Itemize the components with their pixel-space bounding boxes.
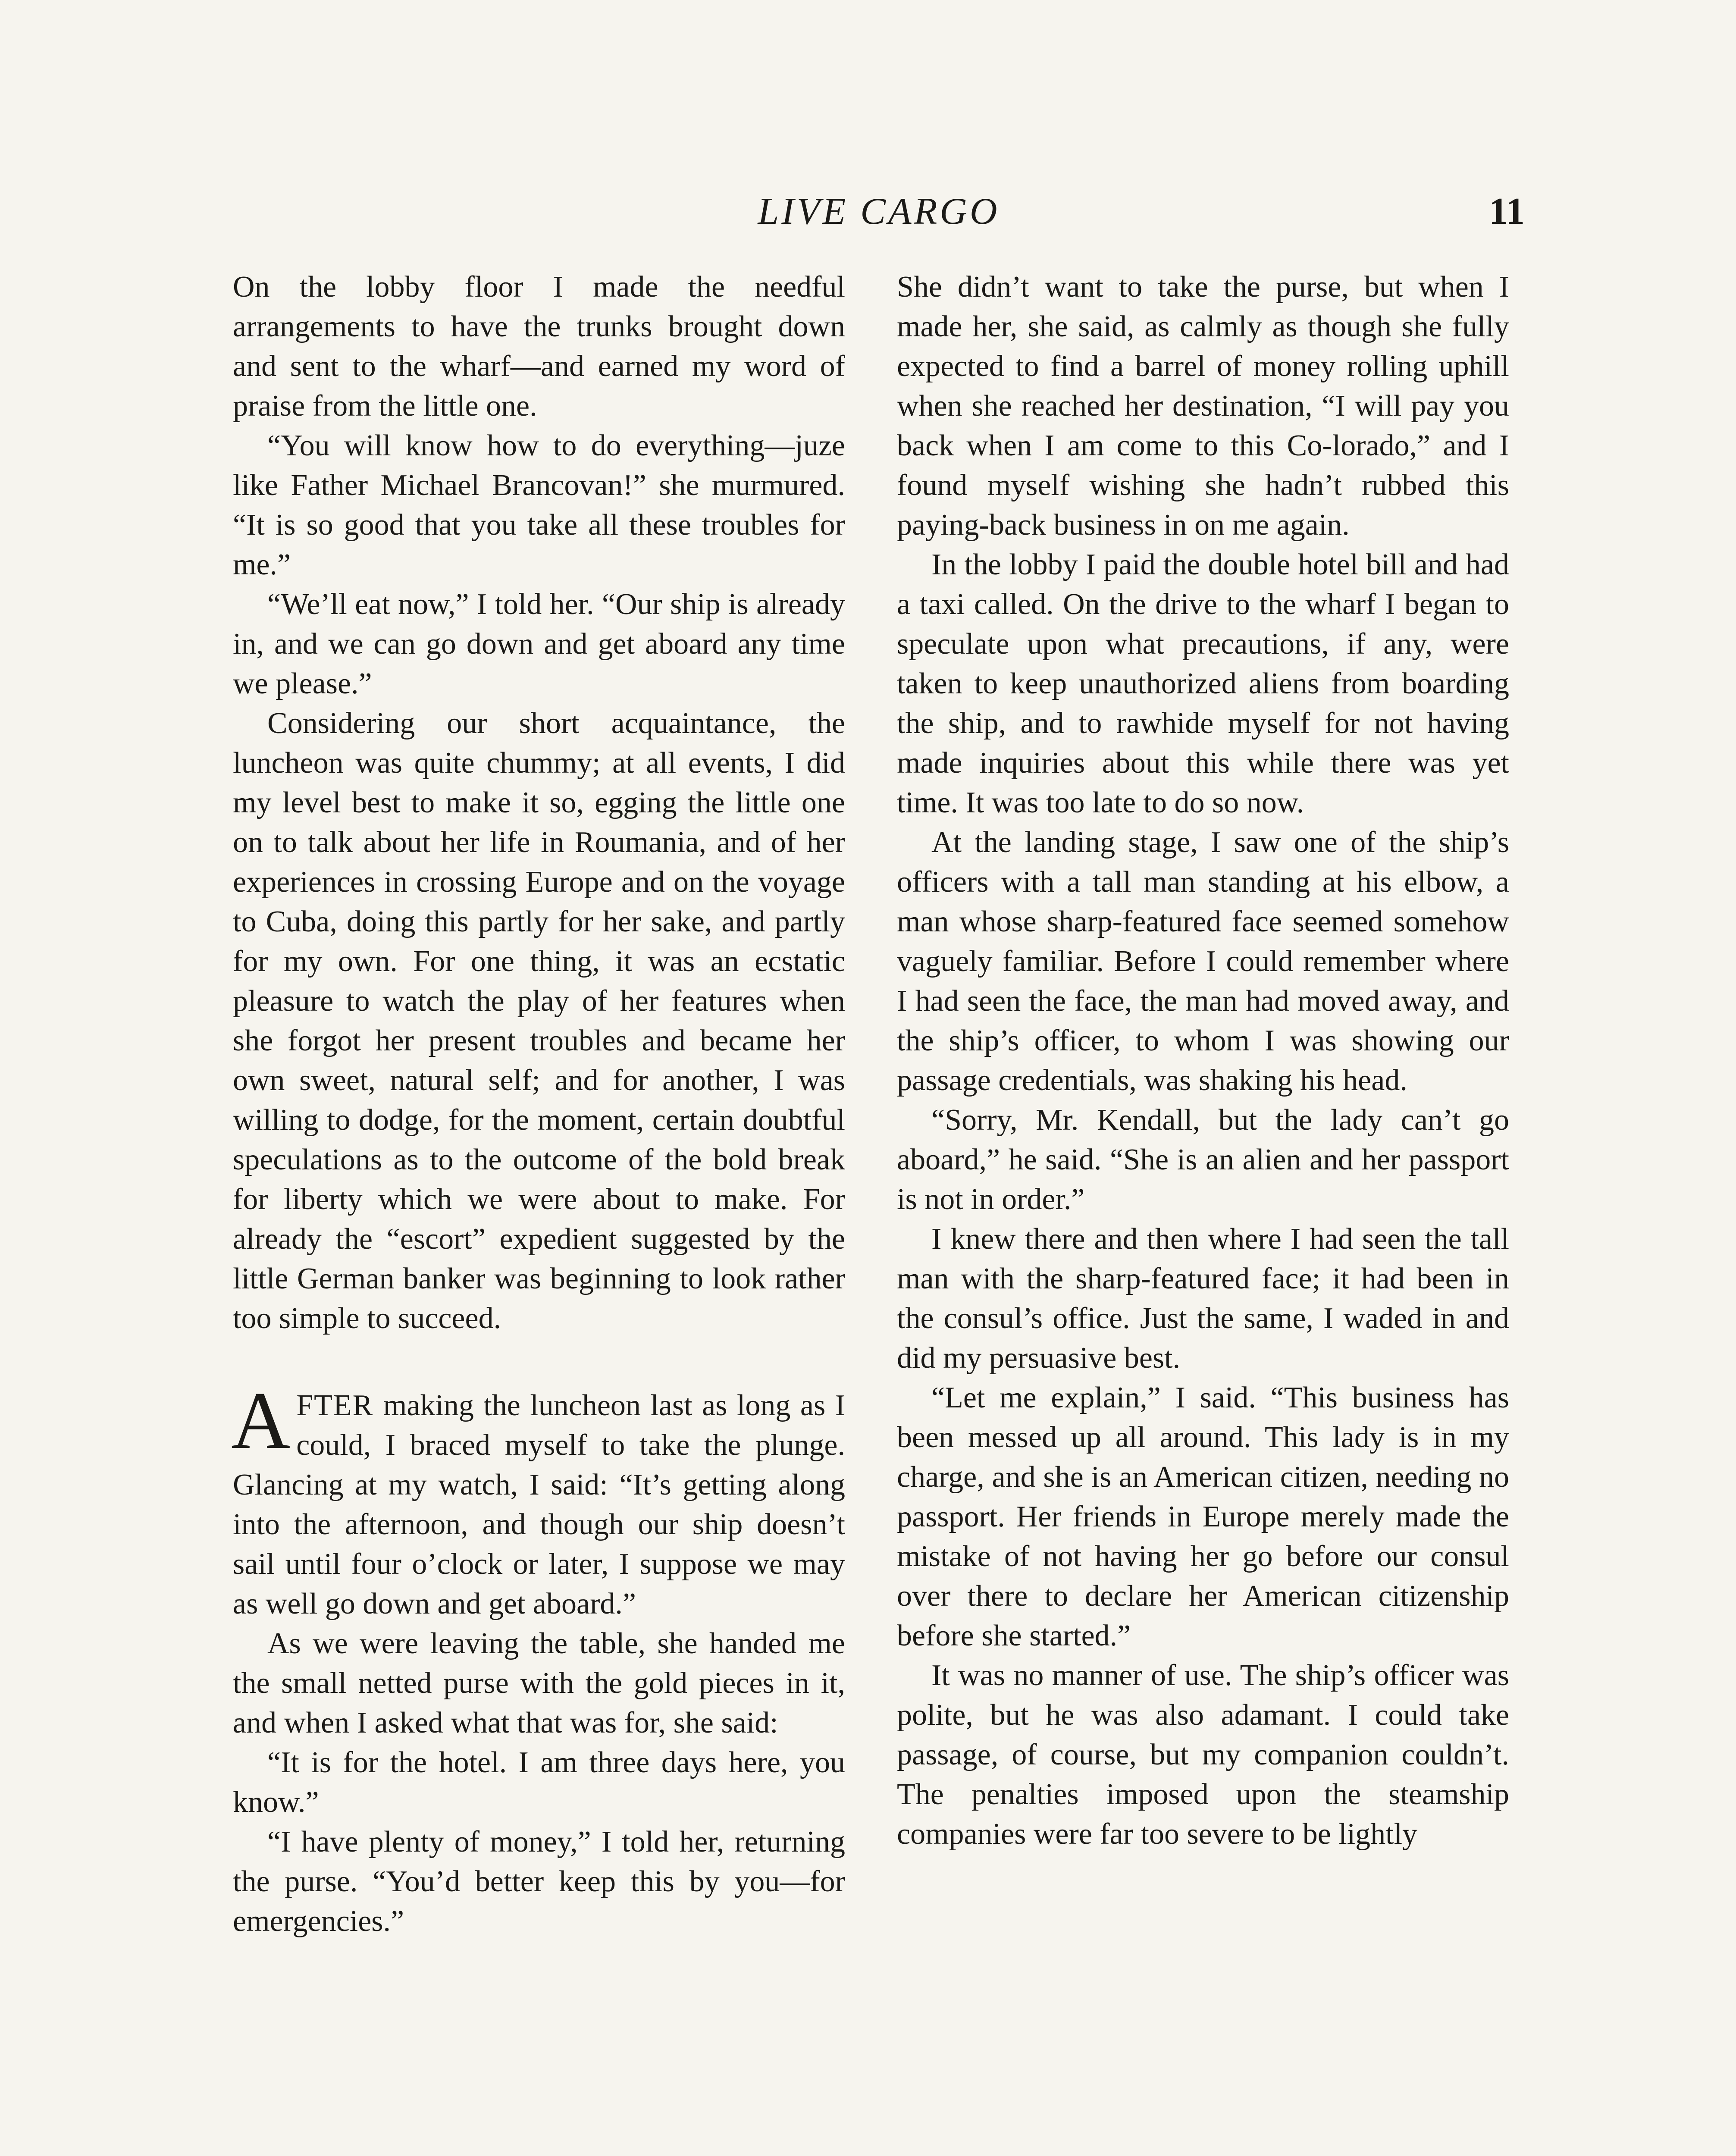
- section-lead-word: FTER: [296, 1389, 374, 1422]
- drop-cap: A: [231, 1376, 291, 1466]
- paragraph: I knew there and then where I had seen the tall man with the sharp-featured face; it had been in the consul’s office. Just the same, I waded in and did my persuasive best.: [897, 1222, 1509, 1375]
- paragraph: At the landing stage, I saw one of the ship’s officers with a tall man standing at his elbow, a man whose sharp-featured face seemed somehow vaguely familiar. Before I could remember where I had seen the face, the man had moved away, and the ship’s officer, to whom I was showing our passage credentials, was shaking his head.: [897, 826, 1509, 1097]
- paragraph: She didn’t want to take the purse, but when I made her, she said, as calmly as though she fully expected to find a barrel of money rolling uphill when she reached her destination, “I will pay you back when I am come to this Co-lorado,” and I found myself wishing she hadn’t rubbed this paying-back business in on me again.: [897, 270, 1509, 542]
- right-column: [897, 267, 1509, 1854]
- paragraph: On the lobby floor I made the needful arrangements to have the trunks brought down and sent to the wharf—and earned my word of praise from the little one.: [233, 270, 845, 423]
- left-column: [233, 267, 845, 1941]
- paragraph: As we were leaving the table, she handed me the small netted purse with the gold pieces in it, and when I asked what that was for, she said:: [233, 1627, 845, 1739]
- paragraph: “You will know how to do everything—juze like Father Michael Brancovan!” she murmured. “It is so good that you take all these troubles for me.”: [233, 429, 845, 581]
- section-opening-paragraph: [231, 1376, 845, 1624]
- paragraph: “It is for the hotel. I am three days here, you know.”: [233, 1746, 845, 1819]
- paragraph: Considering our short acquaintance, the luncheon was quite chummy; at all events, I did my level best to make it so, egging the little one on to talk about her life in Roumania, and of her experiences in crossing Europe and on the voyage to Cuba, doing this partly for her sake, and partly for my own. For one thing, it was an ecstatic pleasure to watch the play of her features when she forgot her present troubles and became her own sweet, natural self; and for another, I was willing to dodge, for the moment, certain doubtful speculations as to the outcome of the bold break for liberty which we were about to make. For already the “escort” expedient suggested by the little German banker was beginning to look rather too simple to succeed.: [233, 707, 845, 1335]
- paragraph: “I have plenty of money,” I told her, returning the purse. “You’d better keep this by you—for emergencies.”: [233, 1825, 845, 1938]
- running-title: LIVE CARGO: [758, 191, 1000, 232]
- paragraph: In the lobby I paid the double hotel bill and had a taxi called. On the drive to the wharf I began to speculate upon what precautions, if any, were taken to keep unauthorized aliens from boarding the ship, and to rawhide myself for not having made inquiries about this while there was yet time. It was too late to do so now.: [897, 548, 1509, 819]
- page-header: [233, 190, 1525, 250]
- paragraph: “We’ll eat now,” I told her. “Our ship is already in, and we can go down and get aboard any time we please.”: [233, 588, 845, 700]
- section-break: [233, 1338, 845, 1386]
- paragraph: “Let me explain,” I said. “This business has been messed up all around. This lady is in my charge, and she is an American citizen, needing no passport. Her friends in Europe merely made the mistake of not having her go before our consul over there to declare her American citizenship before she started.”: [897, 1381, 1509, 1652]
- section-paragraph-text: making the luncheon last as long as I could, I braced myself to take the plunge. Glancing at my watch, I said: “It’s getting along into the afternoon, and though our ship doesn’t sail until four o’clock or later, I suppose we may as well go down and get aboard.”: [233, 1389, 845, 1620]
- page-number: 11: [1488, 191, 1525, 232]
- paragraph: It was no manner of use. The ship’s officer was polite, but he was also adamant. I could take passage, of course, but my companion couldn’t. The penalties imposed upon the steamship companies were far too severe to be lightly: [897, 1659, 1509, 1851]
- paragraph: “Sorry, Mr. Kendall, but the lady can’t go aboard,” he said. “She is an alien and her passport is not in order.”: [897, 1103, 1509, 1216]
